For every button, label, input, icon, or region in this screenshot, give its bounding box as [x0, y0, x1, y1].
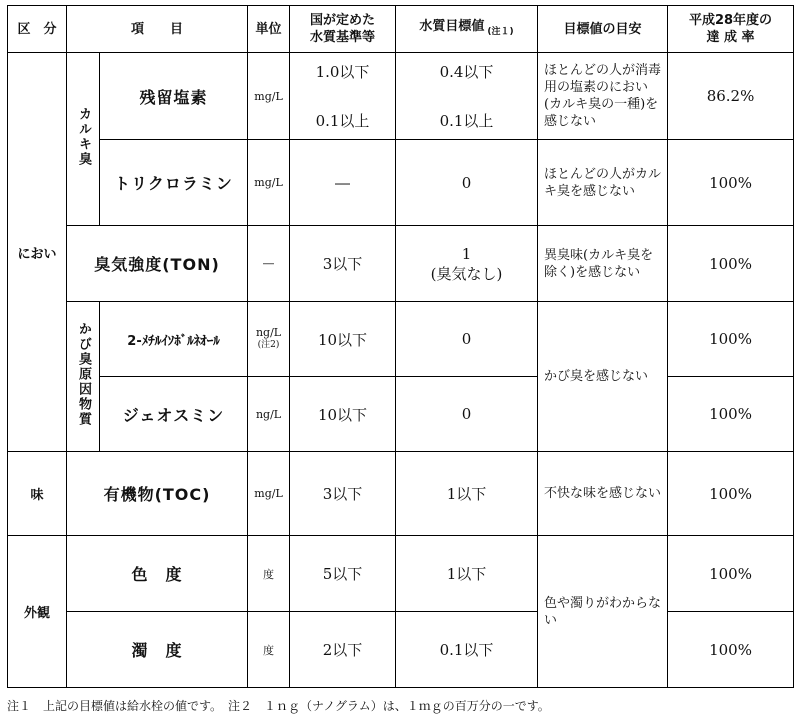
standard-geosmin: 10以下: [290, 377, 396, 452]
table-row: [8, 612, 794, 688]
table-row: [8, 302, 794, 377]
guide-mold-odor: かび臭を感じない: [538, 302, 668, 452]
table-row: [8, 536, 794, 612]
header-rate-line1: 平成28年度の: [688, 13, 773, 28]
table-row: [8, 140, 794, 226]
header-item: 項 目: [67, 6, 248, 53]
unit-turbidity: 度: [248, 612, 290, 688]
category-mold-odor: [67, 302, 100, 452]
rate-trichloramine: 100%: [668, 140, 794, 226]
standard-ton: 3以下: [290, 226, 396, 302]
category-chlorine-odor: [67, 53, 100, 226]
rate-toc: 100%: [668, 452, 794, 536]
unit-trichloramine: mg/L: [248, 140, 290, 226]
category-chlorine-odor-label: カルキ臭: [76, 107, 91, 167]
header-category: 区 分: [8, 6, 67, 53]
standard-turbidity: 2以下: [290, 612, 396, 688]
header-rate: [668, 6, 794, 53]
rate-turbidity: 100%: [668, 612, 794, 688]
unit-2-mib: [248, 302, 290, 377]
target-residual-chlorine-min: 0.1以上: [439, 112, 494, 130]
header-rate-line2: 達 成 率: [706, 30, 755, 45]
target-ton-note: (臭気なし): [430, 264, 503, 283]
standard-residual-chlorine: [290, 53, 396, 140]
category-odor: におい: [8, 53, 67, 452]
unit-2-mib-value: ng/L: [255, 326, 282, 339]
header-target: [396, 6, 538, 53]
item-2-mib: 2-ﾒﾁﾙｲｿﾎﾞﾙﾈｵｰﾙ: [100, 302, 248, 377]
table-row: [8, 53, 794, 140]
rate-2-mib: 100%: [668, 302, 794, 377]
guide-toc: 不快な味を感じない: [538, 452, 668, 536]
unit-ton: ―: [248, 226, 290, 302]
item-trichloramine: トリクロラミン: [100, 140, 248, 226]
rate-residual-chlorine: 86.2%: [668, 53, 794, 140]
header-target-label: 水質目標値: [419, 18, 485, 34]
table-row: [8, 377, 794, 452]
target-turbidity: 0.1以下: [396, 612, 538, 688]
target-residual-chlorine: [396, 53, 538, 140]
standard-toc: 3以下: [290, 452, 396, 536]
header-guide: 目標値の目安: [538, 6, 668, 53]
unit-color: 度: [248, 536, 290, 612]
standard-residual-chlorine-max: 1.0以下: [315, 63, 370, 81]
rate-color: 100%: [668, 536, 794, 612]
rate-ton: 100%: [668, 226, 794, 302]
standard-2-mib: 10以下: [290, 302, 396, 377]
category-appearance: 外観: [8, 536, 67, 688]
guide-residual-chlorine: ほとんどの人が消毒用の塩素のにおい(カルキ臭の一種)を感じない: [538, 53, 668, 140]
target-residual-chlorine-max: 0.4以下: [439, 63, 494, 81]
footnote: 注１ 上記の目標値は給水栓の値です。 注２ １ｎｇ（ナノグラム）は、１ｍｇの百万分の一です。: [7, 699, 550, 713]
unit-toc: mg/L: [248, 452, 290, 536]
item-ton: 臭気強度(TON): [67, 226, 248, 302]
category-mold-odor-label: かび臭原因物質: [76, 322, 91, 427]
header-standard-line1: 国が定めた: [310, 13, 376, 28]
item-geosmin: ジェオスミン: [100, 377, 248, 452]
table-row: [8, 452, 794, 536]
water-quality-table: [7, 5, 794, 688]
target-ton: [396, 226, 538, 302]
guide-appearance: 色や濁りがわからない: [538, 536, 668, 688]
target-geosmin: 0: [396, 377, 538, 452]
unit-geosmin: ng/L: [248, 377, 290, 452]
item-toc: 有機物(TOC): [67, 452, 248, 536]
target-ton-value: 1: [461, 244, 472, 263]
category-taste: 味: [8, 452, 67, 536]
item-color: 色 度: [67, 536, 248, 612]
item-turbidity: 濁 度: [67, 612, 248, 688]
header-row: [8, 6, 794, 53]
target-2-mib: 0: [396, 302, 538, 377]
item-residual-chlorine: 残留塩素: [100, 53, 248, 140]
header-target-note: (注１): [487, 26, 514, 37]
header-standard-line2: 水質基準等: [310, 30, 376, 45]
header-unit: 単位: [248, 6, 290, 53]
target-color: 1以下: [396, 536, 538, 612]
guide-trichloramine: ほとんどの人がカルキ臭を感じない: [538, 140, 668, 226]
guide-ton: 異臭味(カルキ臭を除く)を感じない: [538, 226, 668, 302]
target-toc: 1以下: [396, 452, 538, 536]
header-standard: [290, 6, 396, 53]
target-trichloramine: 0: [396, 140, 538, 226]
unit-residual-chlorine: mg/L: [248, 53, 290, 140]
rate-geosmin: 100%: [668, 377, 794, 452]
standard-trichloramine: ―: [290, 140, 396, 226]
unit-2-mib-note: (注2): [257, 340, 280, 350]
table-row: [8, 226, 794, 302]
standard-residual-chlorine-min: 0.1以上: [315, 112, 370, 130]
standard-color: 5以下: [290, 536, 396, 612]
